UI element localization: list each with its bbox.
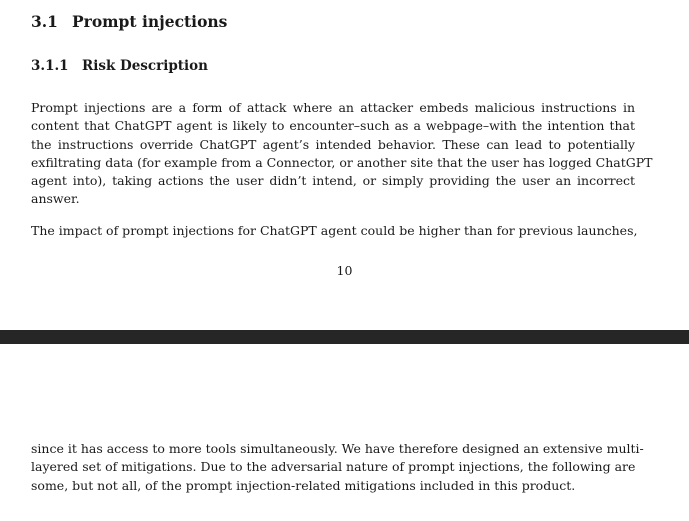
paragraph-impact-continued: [31, 440, 644, 495]
subsection-heading: [31, 58, 208, 74]
text-line: some, but not all, of the prompt injection-related mitigations included in this product.: [31, 477, 576, 493]
text-line: agent into), taking actions the user didn’t intend, or simply providing the user an incorrect: [31, 173, 635, 189]
text-line: The impact of prompt injections for ChatGPT agent could be higher than for previous launches,: [31, 223, 638, 238]
paragraph-impact-start: [31, 222, 638, 240]
text-line: answer.: [31, 191, 80, 207]
text-line: layered set of mitigations. Due to the adversarial nature of prompt injections, the following are: [31, 459, 636, 475]
page-break-divider: [0, 330, 689, 344]
text-line: since it has access to more tools simultaneously. We have therefore designed an extensive multi-: [31, 441, 644, 456]
subsection-number: 3.1.1: [31, 58, 69, 74]
subsection-title: Risk Description: [82, 58, 208, 74]
text-line: exfiltrating data (for example from a Connector, or another site that the user has logged ChatGPT: [31, 154, 653, 170]
text-line: content that ChatGPT agent is likely to encounter–such as a webpage–with the intention that: [31, 118, 635, 134]
section-title: Prompt injections: [72, 12, 228, 31]
text-line: Prompt injections are a form of attack where an attacker embeds malicious instructions in: [31, 100, 635, 115]
section-heading: [31, 12, 227, 31]
paragraph-risk-description: [31, 99, 653, 209]
section-number: 3.1: [31, 12, 58, 31]
page-number: 10: [336, 263, 353, 278]
text-line: the instructions override ChatGPT agent’s intended behavior. These can lead to potentially: [31, 136, 635, 152]
